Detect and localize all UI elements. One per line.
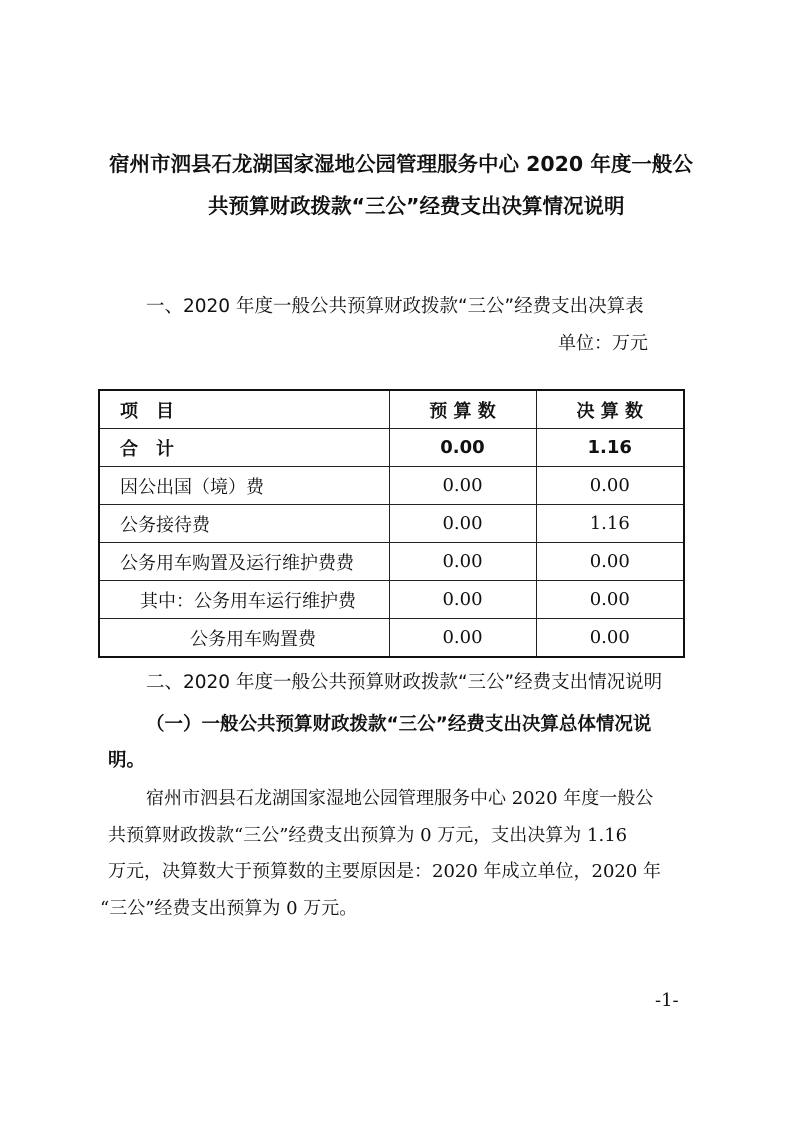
header-budget: 预 算 数	[389, 390, 536, 429]
table-row	[99, 467, 684, 505]
paragraph-line: 宿州市泗县石龙湖国家湿地公园管理服务中心 2020 年度一般公	[146, 788, 654, 809]
table-total-row	[99, 429, 684, 467]
total-budget: 0.00	[389, 429, 536, 467]
subsection-heading-line1: （一）一般公共预算财政拨款“三公”经费支出决算总体情况说	[146, 714, 652, 735]
paragraph-line: 共预算财政拨款“三公”经费支出预算为 0 万元，支出决算为 1.16	[108, 825, 628, 846]
row-label: 公务用车购置费	[99, 619, 389, 658]
table-row	[99, 581, 684, 619]
row-budget: 0.00	[389, 581, 536, 619]
row-budget: 0.00	[389, 619, 536, 658]
paragraph-line: “三公”经费支出预算为 0 万元。	[100, 898, 358, 919]
table-header-row	[99, 390, 684, 429]
total-final: 1.16	[536, 429, 684, 467]
unit-label: 单位：万元	[558, 333, 648, 354]
row-budget: 0.00	[389, 543, 536, 581]
document-title-line1: 宿州市泗县石龙湖国家湿地公园管理服务中心 2020 年度一般公	[109, 152, 693, 176]
table-row	[99, 619, 684, 658]
row-label: 因公出国（境）费	[99, 467, 389, 505]
row-label: 其中：公务用车运行维护费	[99, 581, 389, 619]
header-final: 决 算 数	[536, 390, 684, 429]
section2-heading: 二、2020 年度一般公共预算财政拨款“三公”经费支出情况说明	[146, 672, 663, 693]
row-final: 0.00	[536, 543, 684, 581]
page-number: -1-	[655, 990, 679, 1011]
row-final: 1.16	[536, 505, 684, 543]
paragraph-line: 万元，决算数大于预算数的主要原因是：2020 年成立单位，2020 年	[108, 861, 662, 882]
document-title-line2: 共预算财政拨款“三公”经费支出决算情况说明	[208, 194, 625, 218]
section1-heading: 一、2020 年度一般公共预算财政拨款“三公”经费支出决算表	[146, 296, 644, 317]
row-label: 公务用车购置及运行维护费费	[99, 543, 389, 581]
row-budget: 0.00	[389, 505, 536, 543]
total-label: 合 计	[99, 429, 389, 467]
row-final: 0.00	[536, 467, 684, 505]
table-row	[99, 543, 684, 581]
row-final: 0.00	[536, 619, 684, 658]
row-budget: 0.00	[389, 467, 536, 505]
row-label: 公务接待费	[99, 505, 389, 543]
expense-table	[98, 389, 685, 658]
table-row	[99, 505, 684, 543]
header-item: 项 目	[99, 390, 389, 429]
row-final: 0.00	[536, 581, 684, 619]
subsection-heading-line2: 明。	[108, 750, 146, 771]
